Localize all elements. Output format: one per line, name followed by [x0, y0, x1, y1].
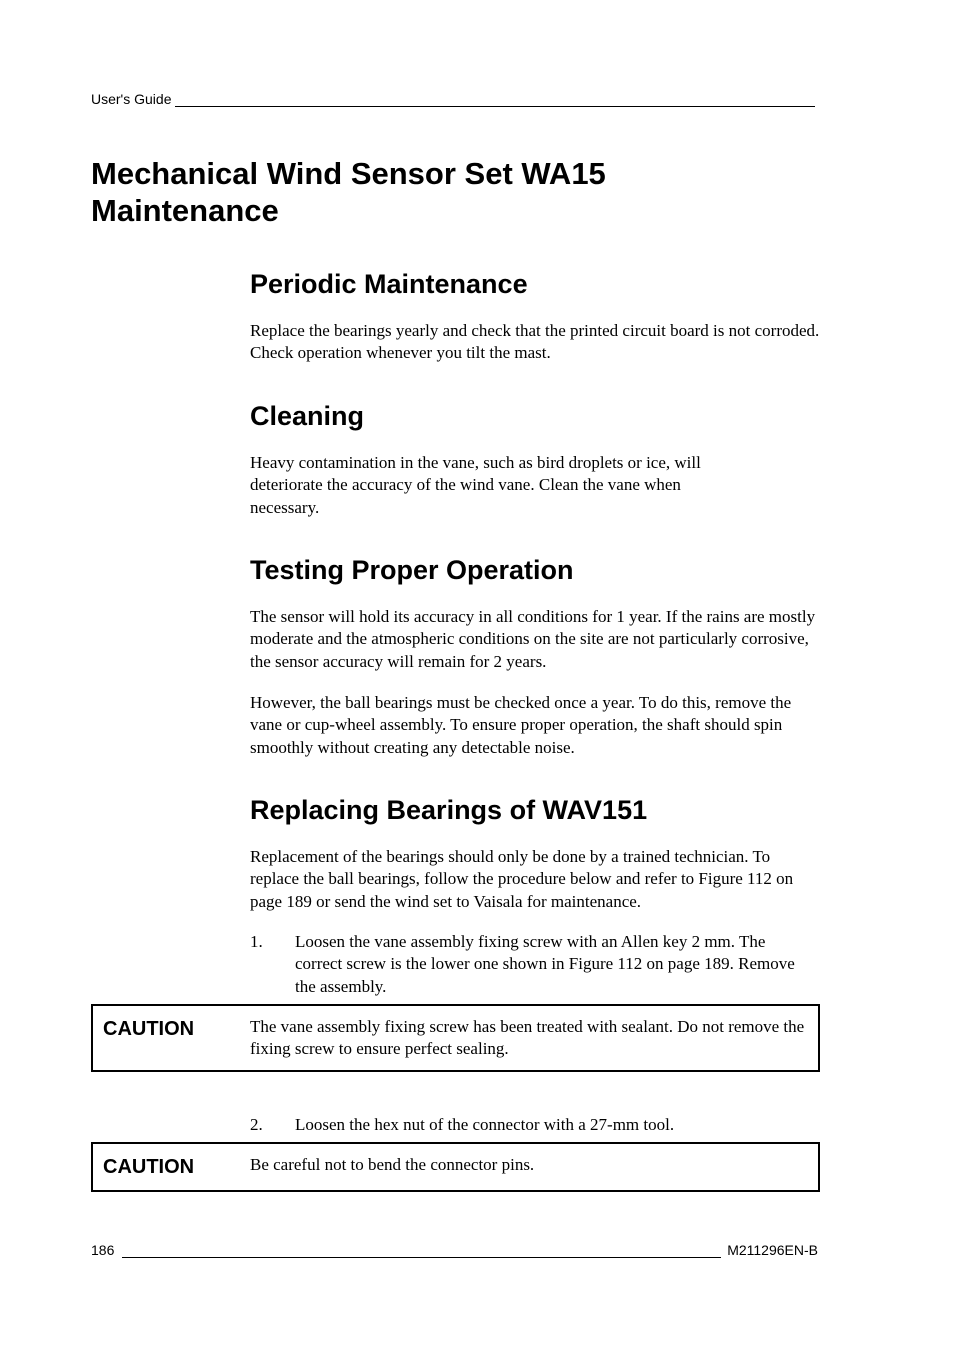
- section-title-periodic: Periodic Maintenance: [250, 269, 528, 299]
- cleaning-paragraph: [250, 452, 822, 519]
- page-footer: [91, 1242, 818, 1258]
- periodic-paragraph: Replace the bearings yearly and check that the printed circuit board is not corroded. Check operation whenever you tilt the mast.: [250, 321, 820, 363]
- caution-label: CAUTION: [103, 1156, 195, 1178]
- chapter-title: [91, 155, 791, 229]
- header-text: User's Guide: [91, 91, 172, 107]
- step-text: Loosen the hex nut of the connector with a 27-mm tool.: [295, 1115, 675, 1134]
- chapter-title-line1: Mechanical Wind Sensor Set WA15: [91, 156, 606, 191]
- header-rule: [175, 94, 815, 107]
- section-title-replacing: Replacing Bearings of WAV151: [250, 795, 648, 825]
- page-number: 186: [91, 1242, 115, 1258]
- caution-box: [91, 1142, 820, 1192]
- cleaning-line1: Heavy contamination in the vane, such as bird droplets or ice, will: [250, 453, 701, 472]
- caution-box: [91, 1004, 820, 1072]
- document-code: M211296EN-B: [727, 1242, 818, 1258]
- step-number: 1.: [250, 932, 263, 951]
- caution-text: Be careful not to bend the connector pins.: [250, 1155, 535, 1174]
- page-header: [91, 91, 815, 107]
- section-title-cleaning: Cleaning: [250, 401, 365, 431]
- section-title-testing: Testing Proper Operation: [250, 555, 574, 585]
- chapter-title-line2: Maintenance: [91, 193, 279, 228]
- step-text: Loosen the vane assembly fixing screw with an Allen key 2 mm. The correct screw is the lower one shown in Figure 112 on page 189. Remove the assembly.: [295, 932, 795, 996]
- testing-paragraph-2: However, the ball bearings must be checked once a year. To do this, remove the vane or cup-wheel assembly. To ensure proper operation, the shaft should spin smoothly without creating any detectable noise.: [250, 693, 792, 757]
- step-number: 2.: [250, 1115, 263, 1134]
- cleaning-line2: deteriorate the accuracy of the wind vane. Clean the vane when: [250, 475, 681, 495]
- step-item: [250, 931, 822, 998]
- caution-label: CAUTION: [103, 1018, 195, 1040]
- caution-text: The vane assembly fixing screw has been treated with sealant. Do not remove the fixing screw to ensure perfect sealing.: [250, 1017, 805, 1059]
- replacing-paragraph: Replacement of the bearings should only be done by a trained technician. To replace the ball bearings, follow the procedure below and refer to Figure 112 on page 189 or send the wind set to Vaisala for maintenance.: [250, 847, 794, 911]
- cleaning-line3: necessary.: [250, 497, 320, 517]
- testing-paragraph-1: The sensor will hold its accuracy in all conditions for 1 year. If the rains are mostly moderate and the atmospheric conditions on the site are not particularly corrosive, the sensor accuracy will remain for 2 years.: [250, 607, 816, 671]
- step-item: [250, 1114, 822, 1136]
- footer-rule: [122, 1245, 721, 1258]
